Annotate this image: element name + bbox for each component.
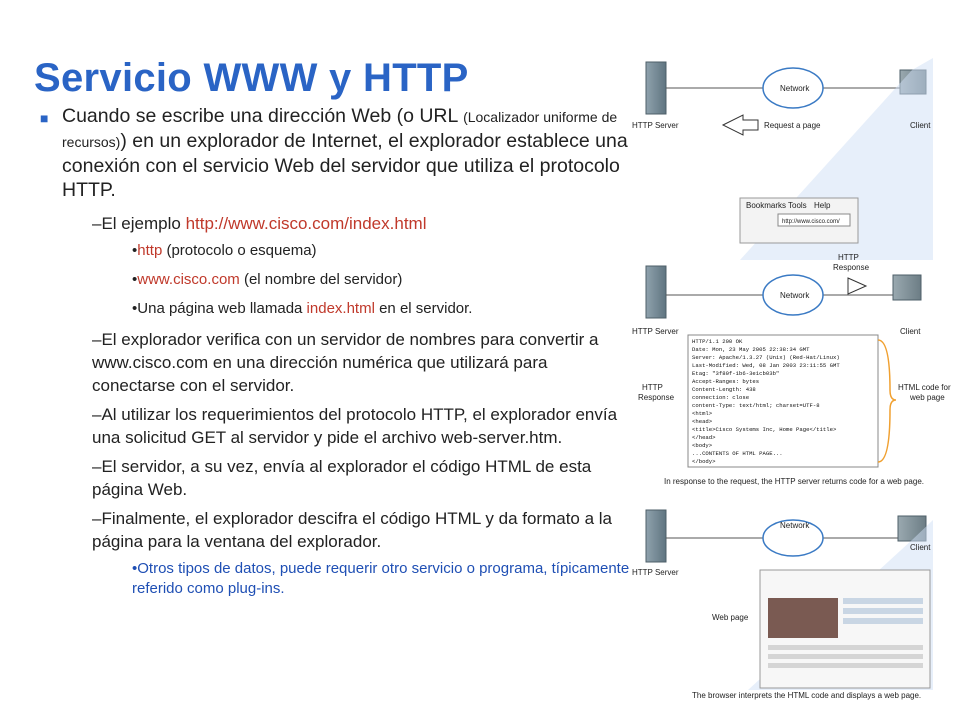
http-server-icon bbox=[646, 62, 666, 114]
client-label: Client bbox=[910, 121, 931, 130]
note: •Otros tipos de datos, puede requerir otro servicio o programa, típicamente referido como plug-ins. bbox=[132, 560, 630, 597]
web-page-photo bbox=[768, 598, 838, 638]
left-arrow-icon bbox=[723, 115, 758, 135]
network-label-2: Network bbox=[780, 291, 810, 300]
example-part-server: •www.cisco.com (el nombre del servidor) bbox=[132, 271, 403, 288]
code-line: <head> bbox=[692, 418, 713, 425]
step-2: –Al utilizar los requerimientos del protocolo HTTP, el explorador envía una solicitud GET al servidor y pide el archivo web-server.htm. bbox=[92, 405, 618, 447]
code-line: Content-Length: 438 bbox=[692, 386, 756, 393]
web-page-label: Web page bbox=[712, 613, 749, 622]
http-server-label-2: HTTP Server bbox=[632, 327, 679, 336]
response-label-2: Response bbox=[638, 393, 675, 402]
caption-2: The browser interprets the HTML code and displays a web page. bbox=[692, 691, 922, 700]
main-bullet-text-2: ) en un explorador de Internet, el explorador establece una conexión con el servicio Web del servidor que utiliza el protocolo HTTP. bbox=[62, 130, 628, 201]
example-line bbox=[40, 212, 630, 235]
panel-response bbox=[632, 253, 951, 486]
response-label-1: Response bbox=[833, 263, 870, 272]
title-part-1: Servicio bbox=[34, 56, 204, 100]
bookmarks-label: Bookmarks bbox=[746, 201, 787, 210]
http-server-icon-3 bbox=[646, 510, 666, 562]
example-part-protocol: •http (protocolo o esquema) bbox=[132, 242, 317, 259]
http-diagram bbox=[628, 50, 951, 710]
code-brace bbox=[878, 340, 896, 462]
protocol-highlight: http bbox=[137, 242, 163, 259]
panel-display bbox=[632, 510, 933, 700]
client-icon-2 bbox=[893, 275, 921, 300]
request-label: Request a page bbox=[764, 121, 821, 130]
title-part-2: WWW y HTTP bbox=[203, 56, 469, 100]
example-url: http://www.cisco.com/index.html bbox=[185, 214, 427, 233]
example-prefix: –El ejemplo bbox=[92, 214, 186, 233]
square-bullet-icon: ■ bbox=[40, 110, 49, 126]
step-3: –El servidor, a su vez, envía al explorador el código HTML de esta página Web. bbox=[92, 457, 592, 499]
main-bullet bbox=[40, 104, 630, 202]
network-label-3: Network bbox=[780, 521, 810, 530]
http-label-1: HTTP bbox=[838, 253, 859, 262]
http-server-icon-2 bbox=[646, 266, 666, 318]
right-arrow-icon bbox=[848, 278, 866, 294]
caption-1: In response to the request, the HTTP server returns code for a web page. bbox=[664, 477, 924, 486]
help-label: Help bbox=[814, 201, 831, 210]
page-text: en el servidor. bbox=[374, 300, 473, 317]
code-line: <html> bbox=[692, 410, 713, 417]
server-text: (el nombre del servidor) bbox=[239, 271, 403, 288]
main-bullet-small: (Localizador uniforme de recursos) bbox=[62, 109, 618, 150]
step-1: –El explorador verifica con un servidor de nombres para convertir a www.cisco.com en una dirección numérica que utilizará para conectarse con el servidor. bbox=[92, 330, 599, 395]
code-line: Date: Mon, 23 May 2005 22:38:34 GMT bbox=[692, 346, 810, 353]
http-server-label-3: HTTP Server bbox=[632, 568, 679, 577]
page-prefix: Una página web llamada bbox=[137, 300, 307, 317]
code-line: Server: Apache/1.3.27 (Unix) (Red-Hat/Linux) bbox=[692, 354, 840, 361]
client-label-2: Client bbox=[900, 327, 921, 336]
server-highlight: www.cisco.com bbox=[137, 271, 240, 288]
code-line: <body> bbox=[692, 442, 713, 449]
code-line: Accept-Ranges: bytes bbox=[692, 378, 760, 385]
code-line: HTTP/1.1 200 OK bbox=[692, 338, 743, 345]
page-highlight: index.html bbox=[306, 300, 375, 317]
code-line: ...CONTENTS OF HTML PAGE... bbox=[692, 450, 783, 457]
code-line: content-Type: text/html; charset=UTF-8 bbox=[692, 402, 820, 409]
http-server-label: HTTP Server bbox=[632, 121, 679, 130]
step-4: –Finalmente, el explorador descifra el código HTML y da formato a la página para la ventana del explorador. bbox=[92, 509, 613, 551]
code-line: Etag: "3f80f-1b6-3e1cb03b" bbox=[692, 370, 780, 377]
slide-content bbox=[40, 104, 630, 608]
html-code-label-2: web page bbox=[910, 393, 945, 402]
code-line: connection: close bbox=[692, 394, 750, 401]
example-part-page: •Una página web llamada index.html en el servidor. bbox=[132, 300, 473, 317]
html-code-label-1: HTML code for bbox=[898, 383, 951, 392]
code-line: </body> bbox=[692, 458, 716, 465]
network-label: Network bbox=[780, 84, 810, 93]
code-line: </head> bbox=[692, 434, 716, 441]
panel-request bbox=[632, 58, 933, 260]
client-label-3: Client bbox=[910, 543, 931, 552]
protocol-text: (protocolo o esquema) bbox=[162, 242, 317, 259]
code-line: Last-Modified: Wed, 08 Jan 2003 23:11:55 GMT bbox=[692, 362, 840, 369]
tools-label: Tools bbox=[788, 201, 807, 210]
slide-title bbox=[34, 56, 469, 101]
address-text: http://www.cisco.com/ bbox=[782, 219, 840, 225]
http-label-2: HTTP bbox=[642, 383, 663, 392]
main-bullet-text-1: Cuando se escribe una dirección Web (o URL bbox=[62, 105, 458, 127]
code-line: <title>Cisco Systems Inc, Home Page</title> bbox=[692, 426, 837, 433]
